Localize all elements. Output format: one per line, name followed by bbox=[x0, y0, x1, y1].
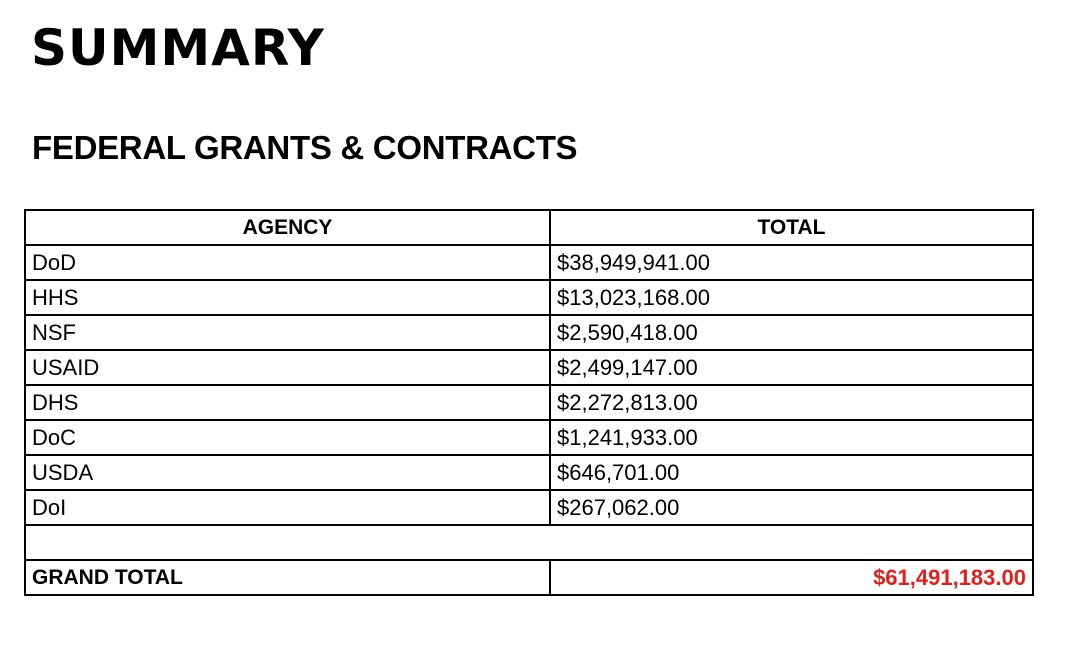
section-title: FEDERAL GRANTS & CONTRACTS bbox=[32, 129, 578, 166]
total-cell: $13,023,168.00 bbox=[550, 280, 1033, 315]
total-cell: $1,241,933.00 bbox=[550, 420, 1033, 455]
grants-table bbox=[24, 209, 1034, 596]
blank-spacer-row bbox=[25, 525, 1033, 560]
agency-cell: NSF bbox=[25, 315, 550, 350]
table-row bbox=[25, 420, 1033, 455]
page-title: SUMMARY bbox=[31, 19, 325, 77]
table-row bbox=[25, 280, 1033, 315]
total-column-header: TOTAL bbox=[550, 210, 1033, 245]
grand-total-value: $61,491,183.00 bbox=[550, 560, 1033, 595]
total-cell: $2,590,418.00 bbox=[550, 315, 1033, 350]
table-row bbox=[25, 455, 1033, 490]
grand-total-row bbox=[25, 560, 1033, 595]
agency-cell: DoD bbox=[25, 245, 550, 280]
blank-cell bbox=[25, 525, 1033, 560]
agency-cell: USAID bbox=[25, 350, 550, 385]
total-cell: $2,499,147.00 bbox=[550, 350, 1033, 385]
grand-total-label: GRAND TOTAL bbox=[25, 560, 550, 595]
table-row bbox=[25, 350, 1033, 385]
table-row bbox=[25, 245, 1033, 280]
table-row bbox=[25, 490, 1033, 525]
agency-cell: DoC bbox=[25, 420, 550, 455]
table-row bbox=[25, 385, 1033, 420]
total-cell: $267,062.00 bbox=[550, 490, 1033, 525]
total-cell: $38,949,941.00 bbox=[550, 245, 1033, 280]
total-cell: $2,272,813.00 bbox=[550, 385, 1033, 420]
agency-cell: HHS bbox=[25, 280, 550, 315]
agency-column-header: AGENCY bbox=[25, 210, 550, 245]
table-header-row bbox=[25, 210, 1033, 245]
total-cell: $646,701.00 bbox=[550, 455, 1033, 490]
table-row bbox=[25, 315, 1033, 350]
agency-cell: USDA bbox=[25, 455, 550, 490]
agency-cell: DoI bbox=[25, 490, 550, 525]
agency-cell: DHS bbox=[25, 385, 550, 420]
